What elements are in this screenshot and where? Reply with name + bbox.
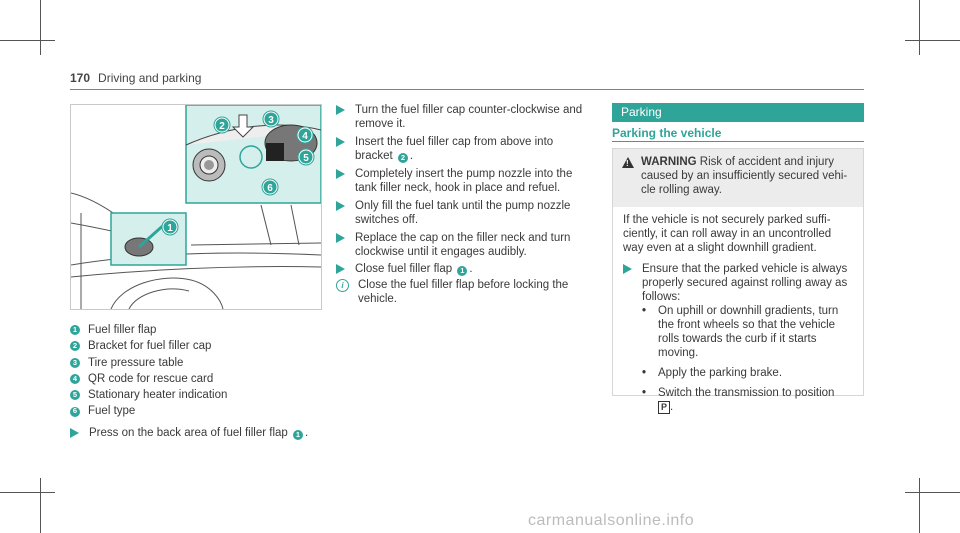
legend-label: Stationary heater indication (88, 389, 228, 402)
list-item: • Apply the parking brake. (642, 367, 783, 379)
svg-text:4: 4 (302, 131, 308, 142)
callout-number: 6 (70, 407, 80, 417)
step-insert-nozzle (336, 167, 596, 195)
crop-mark (40, 0, 41, 55)
step-arrow-icon (336, 137, 345, 147)
step-arrow-icon (623, 264, 632, 274)
step-arrow-icon (336, 201, 345, 211)
warning-step: Ensure that the parked vehicle is always properly secured against rolling away as follows: (623, 262, 859, 304)
svg-text:6: 6 (267, 183, 273, 194)
crop-mark (905, 40, 960, 41)
step-replace-cap (336, 231, 596, 259)
callout-number: 4 (70, 374, 80, 384)
warning-header (613, 149, 863, 207)
legend-item (70, 338, 227, 354)
warning-paragraph: If the vehicle is not securely parked suffi- ciently, it can roll away in an uncontrolled way even at a slight downhill gradient. (623, 214, 832, 254)
legend-label: QR code for rescue card (88, 372, 214, 385)
warning-text: WARNING Risk of accident and injury caused by an insufficiently secured vehi- cle rolling away. (641, 156, 848, 196)
section-subtitle: Parking the vehicle (612, 126, 722, 140)
crop-mark (919, 0, 920, 55)
info-note (336, 278, 596, 306)
crop-mark (0, 492, 55, 493)
callout-number: 1 (70, 325, 80, 335)
step-arrow-icon (70, 428, 79, 438)
list-item: • On uphill or downhill gradients, turn the front wheels so that the vehicle rolls towards the curb if it starts moving. (642, 305, 839, 359)
svg-text:1: 1 (167, 223, 173, 234)
crop-mark (905, 492, 960, 493)
gear-p-symbol: P (658, 401, 670, 414)
figure-legend (70, 322, 227, 420)
legend-item (70, 322, 227, 338)
callout-number: 2 (70, 341, 80, 351)
callout-number: 5 (70, 390, 80, 400)
step-text: Close fuel filler flap 1 . (355, 263, 473, 275)
step-arrow-icon (336, 105, 345, 115)
legend-label: Fuel type (88, 405, 136, 418)
callout-number: 3 (70, 358, 80, 368)
legend-item (70, 371, 227, 387)
step-press-flap (70, 426, 308, 440)
warning-box (612, 148, 864, 413)
crop-mark (919, 478, 920, 533)
step-arrow-icon (336, 169, 345, 179)
step-arrow-icon (336, 233, 345, 243)
warning-label: WARNING (641, 156, 697, 168)
subtitle-rule (612, 141, 864, 142)
step-close-flap (336, 262, 596, 276)
fuel-filler-illustration (70, 104, 322, 310)
list-item: • Switch the transmission to position P . (642, 387, 835, 413)
section-band: Parking (612, 103, 864, 122)
legend-label: Tire pressure table (88, 356, 184, 369)
section-title: Driving and parking (98, 71, 202, 85)
callout-ref: 2 (398, 153, 408, 163)
warning-triangle-icon: ! (622, 157, 634, 168)
step-turn-cap (336, 103, 596, 131)
info-text: Close the fuel filler flap before locking the vehicle. (358, 279, 569, 305)
legend-label: Bracket for fuel filler cap (88, 340, 212, 353)
callout-ref: 1 (457, 266, 467, 276)
callout-ref: 1 (293, 430, 303, 440)
crop-mark (40, 478, 41, 533)
step-arrow-icon (336, 264, 345, 274)
step-text: Only fill the fuel tank until the pump nozzle switches off. (355, 200, 571, 226)
legend-label: Fuel filler flap (88, 324, 157, 336)
step-fill-tank (336, 199, 596, 227)
page-header (70, 71, 201, 85)
step-text: Insert the fuel filler cap from above into bracket 2 . (355, 136, 554, 162)
step-text: Replace the cap on the filler neck and turn clockwise until it engages audibly. (355, 232, 571, 258)
crop-mark (0, 40, 55, 41)
car-drawing (71, 105, 321, 309)
step-insert-cap (336, 135, 596, 163)
watermark: carmanualsonline.info (528, 512, 695, 529)
page-number: 170 (70, 71, 91, 85)
step-text: Press on the back area of fuel filler flap 1 . (89, 427, 309, 439)
step-text: Turn the fuel filler cap counter-clockwise and remove it. (355, 104, 583, 130)
bullet-list (642, 304, 857, 414)
legend-item (70, 403, 227, 419)
svg-text:5: 5 (303, 153, 309, 164)
svg-text:2: 2 (219, 121, 225, 132)
legend-item (70, 387, 227, 403)
svg-text:3: 3 (268, 115, 274, 126)
legend-item (70, 355, 227, 371)
header-rule (70, 89, 864, 90)
step-text: Completely insert the pump nozzle into the tank filler neck, hook in place and refuel. (355, 168, 573, 194)
info-icon: i (336, 279, 349, 292)
